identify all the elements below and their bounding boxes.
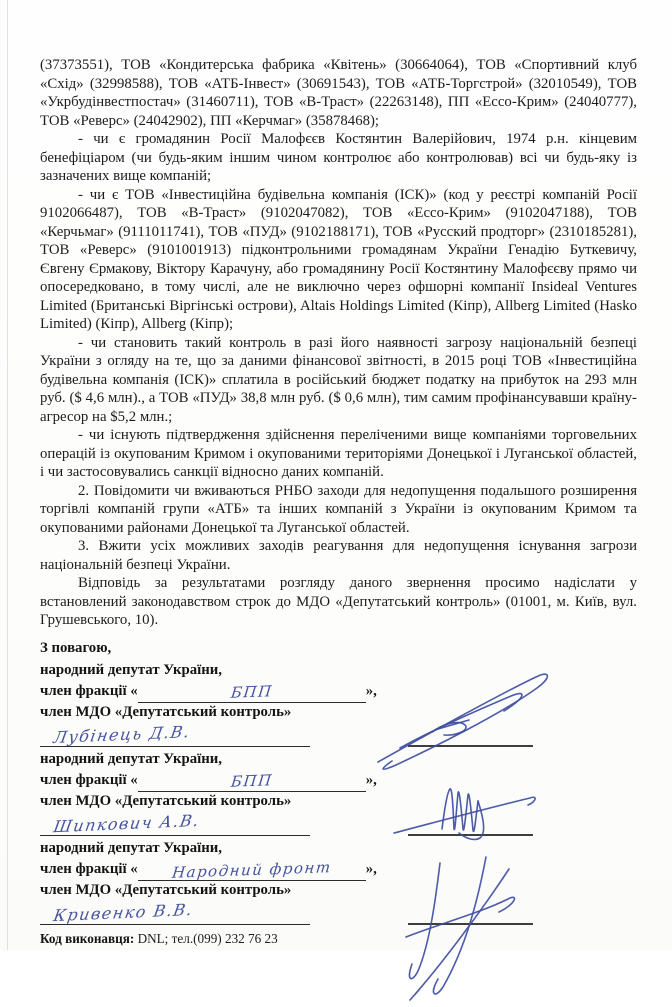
- paragraph-reply-request: Відповідь за результатами розгляду даного звернення просимо надіслати у встановлений законодавством строк до МДО «Депутатський контроль» (01001, м. Київ, вул. Грушевського, 10).: [40, 575, 637, 628]
- name-underline: [40, 723, 310, 747]
- signer-title: народний депутат України,: [40, 661, 222, 678]
- fraction-handwritten: Народний фронт: [171, 857, 333, 882]
- paragraph-offshore-question: - чи є ТОВ «Інвестиційна будівельна компанія (ІСК)» (код у реєстрі компаній Росії 9102066487), ТОВ «В-Траст» (9102047082), ТОВ «Ессо-Крим» (9102047188), ТОВ «Керчьмаг» (9111011741), ТОВ «ПУД» (9102188171), ТОВ «Русский продторг» (2310185281), ТОВ «Реверс» (9101001913) підконтрольними громадянам України Генадію Буткевичу, Євгену Єрмакову, Віктору Карачуну, або громадянину Росії Костянтину Малофєєву прямо чи опосередковано, в тому числі, але не виключно через офшорні компанії Insideal Ventures Limited (Британські Віргінські острови), Altais Holdings Limited (Кіпр), Allberg Limited (Hasko Limited) (Кіпр), Allberg (Кіпр);: [40, 186, 637, 332]
- paragraph-companies-list: (37373551), ТОВ «Кондитерська фабрика «Квітень» (30664064), ТОВ «Спортивний клуб «Схід» (32998588), ТОВ «АТБ-Інвест» (30691543), ТОВ «АТБ-Торгстрой» (32010549), ТОВ «Укрбудінвестпостач» (31460711), ТОВ «В-Траст» (22263148), ПП «Ессо-Крим» (24040777), ТОВ «Реверс» (24042902), ПП «Керчмаг» (35878468);: [40, 57, 637, 129]
- fraction-underline: [138, 859, 366, 881]
- signee-name-handwritten: Кривенко В.В.: [52, 899, 195, 925]
- closing-salutation: З повагою,: [40, 639, 112, 656]
- scan-edge-artifact: [7, 0, 8, 950]
- paragraph-item-2: 2. Повідомити чи вживаються РНБО заходи для недопущення подальшого розширення торгівлі компаній групи «АТБ» та інших компаній з України із окупованим Кримом та окупованими районами Донецької та Луганської областей.: [40, 482, 637, 536]
- fraction-row: [40, 769, 637, 792]
- signee-name-handwritten: Шипкович А.В.: [52, 810, 202, 836]
- paragraph-security-threat-question: - чи становить такий контроль в разі його наявності загрозу національній безпеці України з огляду на те, що за даними фінансової звітності, в 2015 році ТОВ «Інвестиційна будівельна компанія (ІСК)» сплатила в російський бюджет податку на прибуток на 293 млн руб. ($ 4,6 млн)., а ТОВ «ПУД» 38,8 млн руб. ($ 0,6 млн), тим самим профінансувавши країну-агресор на $5,2 млн.;: [40, 334, 637, 425]
- document-body: [40, 56, 637, 947]
- paragraph-trade-operations-question: - чи існують підтвердження здійснення переліченими вище компаніями торговельних операцій із окупованим Кримом і окупованими територіями Донецької і Луганської областей, і чи застосовувались санкції відносно даних компаній.: [40, 427, 637, 480]
- fraction-underline: [138, 770, 366, 792]
- paragraph-item-3: 3. Вжити усіх можливих заходів реагування для недопущення існування загрози національній безпеці України.: [40, 538, 637, 573]
- signer-block: [40, 839, 637, 925]
- membership-label: член МДО «Депутатський контроль»: [40, 881, 292, 898]
- executor-label: Код виконавця:: [40, 930, 135, 946]
- name-underline: [40, 901, 310, 925]
- signature-line: [408, 923, 533, 925]
- fraction-underline: [138, 681, 366, 703]
- signer-block: [40, 661, 637, 747]
- fraction-suffix: »,: [365, 860, 377, 877]
- executor-value: DNL; тел.(099) 232 76 23: [134, 930, 278, 946]
- signer-block: [40, 750, 637, 836]
- closing-section: [40, 639, 637, 947]
- membership-label: член МДО «Депутатський контроль»: [40, 792, 292, 809]
- fraction-handwritten: БПП: [229, 770, 274, 791]
- signee-name-handwritten: Лубінець Д.В.: [52, 721, 193, 747]
- signature-line: [408, 834, 533, 836]
- fraction-label: член фракції «: [40, 771, 138, 788]
- fraction-suffix: »,: [365, 682, 377, 699]
- fraction-handwritten: БПП: [229, 681, 274, 702]
- fraction-label: член фракції «: [40, 682, 138, 699]
- signer-title: народний депутат України,: [40, 839, 222, 856]
- fraction-row: [40, 680, 637, 703]
- fraction-suffix: »,: [365, 771, 377, 788]
- name-underline: [40, 812, 310, 836]
- membership-label: член МДО «Депутатський контроль»: [40, 703, 292, 720]
- paragraph-beneficiary-question: - чи є громадянин Росії Малофєєв Костянтин Валерійович, 1974 р.н. кінцевим бенефіціаром (чи будь-яким іншим чином контролює або контролював) всі чи будь-яку із зазначених вище компаній;: [40, 131, 637, 184]
- fraction-label: член фракції «: [40, 860, 138, 877]
- signature-line: [408, 745, 533, 747]
- fraction-row: [40, 858, 637, 881]
- executor-footer: [40, 931, 637, 947]
- signer-title: народний депутат України,: [40, 750, 222, 767]
